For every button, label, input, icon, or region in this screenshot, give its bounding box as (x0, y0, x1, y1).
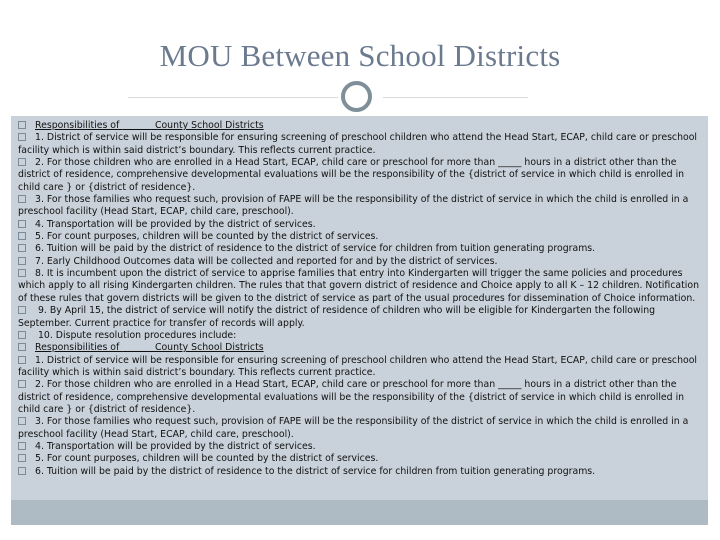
list-item (18, 132, 700, 157)
item-text: 3. For those families who request such, provision of FAPE will be the responsibility of the district of service in which the child is enrolled in a preschool facility (Head Start, ECAP, child care, preschool). (18, 416, 689, 440)
heading-prefix: Responsibilities of (35, 120, 123, 131)
panel-footer-band (11, 500, 708, 525)
list-item (18, 305, 700, 330)
list-item (18, 194, 700, 219)
heading-blank (122, 342, 152, 353)
item-text: 2. For those children who are enrolled in a Head Start, ECAP, child care or preschool for more than _____ hours in a district other than the district of residence, comprehensive developmental evaluations will be the responsibility of the {district of service in which child is enrolled in child care } or {district of residence}. (18, 157, 685, 193)
list-item (18, 416, 700, 441)
section-heading (18, 342, 700, 354)
list-item (18, 243, 700, 255)
item-text: 9. By April 15, the district of service will notify the district of residence of children who will be eligible for Kindergarten the following September. Current practice for transfer of records will apply. (18, 305, 656, 329)
square-bullet-icon (18, 244, 26, 252)
list-item (18, 466, 700, 478)
square-bullet-icon (18, 417, 26, 425)
square-bullet-icon (18, 343, 26, 351)
section-heading (18, 120, 700, 132)
item-text: 4. Transportation will be provided by the district of services. (35, 218, 316, 230)
square-bullet-icon (18, 380, 26, 388)
title-divider-left (128, 97, 338, 98)
square-bullet-icon (18, 232, 26, 240)
list-item (18, 231, 700, 243)
ring-ornament-icon (341, 81, 372, 112)
list-item (18, 379, 700, 416)
square-bullet-icon (18, 467, 26, 475)
square-bullet-icon (18, 220, 26, 228)
list-item (18, 157, 700, 194)
square-bullet-icon (18, 306, 26, 314)
square-bullet-icon (18, 195, 26, 203)
item-text: 3. For those families who request such, provision of FAPE will be the responsibility of the district of service in which the child is enrolled in a preschool facility (Head Start, ECAP, child care, preschool). (18, 194, 689, 218)
square-bullet-icon (18, 121, 26, 129)
list-item (18, 355, 700, 380)
heading-suffix: County School Districts (151, 342, 264, 354)
square-bullet-icon (18, 442, 26, 450)
list-item (18, 453, 700, 465)
item-text: 1. District of service will be responsible for ensuring screening of preschool children who attend the Head Start, ECAP, child care or preschool facility which is within said district’s boundary. This reflects current practice. (18, 354, 698, 378)
square-bullet-icon (18, 269, 26, 277)
item-text: 8. It is incumbent upon the district of service to apprise families that entry into Kindergarten will trigger the same policies and procedures which apply to all rising Kindergarten children. The rules that that govern district of residence and Choice apply to all K – 12 children. Notification of these rules that govern districts will be given to the district of service as part of the usual procedures for dissemination of Choice information. (18, 268, 700, 304)
slide-body (18, 120, 700, 478)
item-text: 1. District of service will be responsible for ensuring screening of preschool children who attend the Head Start, ECAP, child care or preschool facility which is within said district’s boundary. This reflects current practice. (18, 132, 698, 156)
square-bullet-icon (18, 257, 26, 265)
square-bullet-icon (18, 356, 26, 364)
list-item (18, 256, 700, 268)
square-bullet-icon (18, 454, 26, 462)
slide-title: MOU Between School Districts (159, 38, 561, 73)
heading-text (35, 120, 264, 131)
item-text: 5. For count purposes, children will be counted by the district of services. (35, 453, 379, 465)
item-text: 6. Tuition will be paid by the district of residence to the district of service for children from tuition generating programs. (35, 243, 596, 255)
item-text: 6. Tuition will be paid by the district of residence to the district of service for children from tuition generating programs. (35, 465, 596, 477)
item-text: 2. For those children who are enrolled in a Head Start, ECAP, child care or preschool for more than _____ hours in a district other than the district of residence, comprehensive developmental evaluations will be the responsibility of the {district of service in which child is enrolled in child care } or {district of residence}. (18, 379, 685, 415)
heading-text (35, 342, 264, 353)
heading-prefix: Responsibilities of (35, 342, 123, 354)
square-bullet-icon (18, 331, 26, 339)
square-bullet-icon (18, 133, 26, 141)
heading-blank (122, 120, 152, 131)
item-text: 5. For count purposes, children will be counted by the district of services. (35, 231, 379, 243)
square-bullet-icon (18, 158, 26, 166)
list-item (18, 219, 700, 231)
item-text: 4. Transportation will be provided by the district of services. (35, 440, 316, 452)
list-item (18, 330, 700, 342)
item-text: 7. Early Childhood Outcomes data will be collected and reported for and by the district of services. (35, 255, 498, 267)
heading-suffix: County School Districts (151, 120, 264, 131)
item-text: 10. Dispute resolution procedures include: (35, 329, 237, 341)
title-divider-right (383, 97, 528, 98)
list-item (18, 268, 700, 305)
list-item (18, 441, 700, 453)
